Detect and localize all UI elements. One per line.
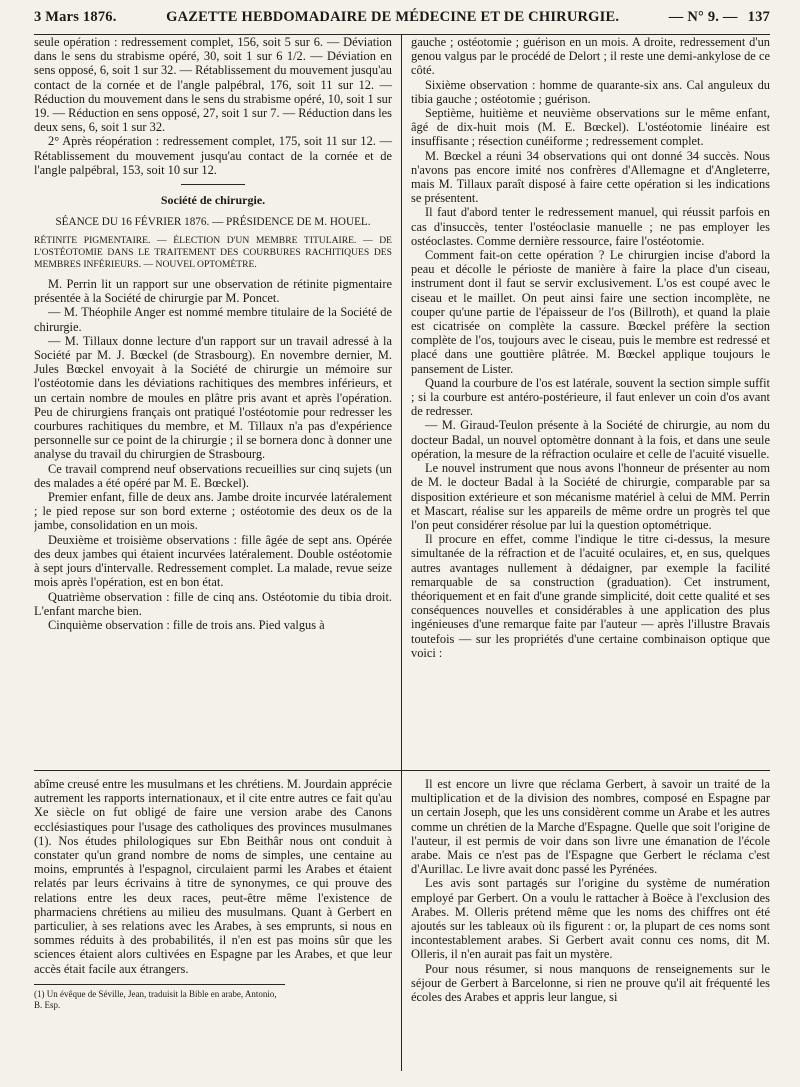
upper-article-section xyxy=(34,35,770,771)
paragraph: Il est encore un livre que réclama Gerbert, à savoir un traité de la multiplication et de la division des nombres, composé en Espagne par un certain Joseph, que les uns considèrent comme un Arabe et les autres comme un chrétien de la Marche d'Espagne. Quelle que soit l'origine de l'auteur, il est permis de voir dans son livre une émanation de l'école arabe. Mais ce n'est pas de l'Espagne que Gerbert le réclama c'est d'Aurillac. Le livre avait donc passé les Pyrénées. xyxy=(411,777,770,877)
footnote: (1) Un évêque de Séville, Jean, traduisit la Bible en arabe, Antonio, B. Esp. xyxy=(34,984,285,1011)
paragraph: Il procure en effet, comme l'indique le titre ci-dessus, la mesure simultanée de la réfraction et de l'acuité oculaires, et, en sus, quelques autres avantages nullement à dédaigner, par exemple la facilité remarquable de sa construction (graduation). Cet instrument, théoriquement et en fait d'une grande simplicité, doit cette qualité et ses conséquences nouvelles et considérables à une application des plus ingénieuses d'une remarque faite par l'auteur — après l'illustre Bravais toutefois — sur les propriétés d'une certaine combinaison optique que voici : xyxy=(411,532,770,660)
session-heading: SÉANCE DU 16 FÉVRIER 1876. — PRÉSIDENCE DE M. HOUEL. xyxy=(55,216,371,229)
journal-title: GAZETTE HEBDOMADAIRE DE MÉDECINE ET DE CHIRURGIE. xyxy=(166,8,620,25)
column-2 xyxy=(402,35,770,770)
column-4 xyxy=(402,771,770,1071)
paragraph: Pour nous résumer, si nous manquons de renseignements sur le séjour de Gerbert à Barcelonne, si rien ne prouve qu'il ait fréquenté les écoles des Arabes et appris leur langue, si xyxy=(411,961,770,1005)
column-1 xyxy=(34,35,402,770)
paragraph: Deuxième et troisième observations : fille âgée de sept ans. Opérée des deux jambes qui étaient incurvées latéralement. Double ostéotomie à sept jours d'intervalle. Redressement complet. La malade, revue seize mois après l'opération, est en bon état. xyxy=(34,532,392,590)
paragraph: M. Bœckel a réuni 34 observations qui ont donné 34 succès. Nous n'avons pas encore imité nos confrères d'Allemagne et d'Angleterre, mais M. Tillaux paraît disposé à faire cette opération si les indications se présentent. xyxy=(411,148,770,206)
paragraph: Septième, huitième et neuvième observations sur le même enfant, âgé de dix-huit mois (M. E. Bœckel). L'ostéotomie linéaire est insuffisante ; résection cunéiforme ; redressement complet. xyxy=(411,106,770,149)
paragraph: Premier enfant, fille de deux ans. Jambe droite incurvée latéralement ; le pied repose sur son bord externe ; ostéotomie des deux os de la jambe, consolidation en un mois. xyxy=(34,490,392,533)
page-number: 137 xyxy=(747,8,770,25)
separator-rule xyxy=(181,184,245,185)
paragraph: gauche ; ostéotomie ; guérison en un mois. A droite, redressement d'un genou valgus par le procédé de Delort ; il reste une demi-ankylose de ce côté. xyxy=(411,35,770,78)
page-header xyxy=(34,0,770,35)
paragraph: Quatrième observation : fille de cinq ans. Ostéotomie du tibia droit. L'enfant marche bien. xyxy=(34,589,392,618)
column-3 xyxy=(34,771,402,1071)
paragraph: Les avis sont partagés sur l'origine du système de numération employé par Gerbert. On a voulu le rattacher à Boëce à l'exclusion des Arabes. M. Olleris prétend même que les noms des chiffres ont été ajoutés sur les tableaux où ils figurent : or, la plupart de ces noms sont incontestablement arabes. Si Gerbert avait connu ces noms, dit M. Olleris, il n'en aurait pas fait un mystère. xyxy=(411,876,770,962)
issue-date: 3 Mars 1876. xyxy=(34,8,117,25)
paragraph: Comment fait-on cette opération ? Le chirurgien incise d'abord la peau et décolle le périoste de manière à faire la place d'un ciseau, instrument dont il faut se servir exclusivement. L'os est coupé avec le ciseau et le maillet. On peut ainsi faire une section incomplète, ne couper qu'une partie de l'épaisseur de l'os (Billroth), et quand la plaie est cicatrisée on complète la cassure. Bœckel préfère la section complète de l'os, toujours avec le ciseau, puis le membre est redressé et placé dans une gouttière plâtrée. M. Bœckel applique toujours le pansement de Lister. xyxy=(411,248,770,376)
issue-and-page xyxy=(669,9,770,26)
paragraph: — M. Théophile Anger est nommé membre titulaire de la Société de chirurgie. xyxy=(34,305,392,334)
issue-number: — N° 9. — xyxy=(668,8,738,25)
paragraph: Cinquième observation : fille de trois ans. Pied valgus à xyxy=(48,617,325,632)
paragraph: Il faut d'abord tenter le redressement manuel, qui réussit parfois en cas d'insuccès, tenter l'ostéoclasie manuelle ; ne pas employer les ostéoclastes. Comme dernière ressource, faire l'ostéotomie. xyxy=(411,205,770,248)
section-title: Société de chirurgie. xyxy=(160,193,266,208)
paragraph: — M. Giraud-Teulon présente à la Société de chirurgie, au nom du docteur Badal, un nouvel optomètre donnant à la fois, et dans une seule opération, la mesure de la réfraction oculaire et celle de l'acuité visuelle. xyxy=(411,418,770,461)
session-summary: RÉTINITE PIGMENTAIRE. — ÉLECTION D'UN MEMBRE TITULAIRE. — DE L'OSTÉOTOMIE DANS LE TRAITEMENT DES COURBURES RACHITIQUES DES MEMBRES INFÉRIEURS. — NOUVEL OPTOMÈTRE. xyxy=(34,235,392,271)
paragraph: Quand la courbure de l'os est latérale, souvent la section simple suffit ; si la courbure est antéro-postérieure, il faut enlever un coin d'os avant de redresser. xyxy=(411,375,770,419)
paragraph: M. Perrin lit un rapport sur une observation de rétinite pigmentaire présentée à la Société de chirurgie par M. Poncet. xyxy=(34,277,392,306)
paragraph: seule opération : redressement complet, 156, soit 5 sur 6. — Déviation dans le sens du strabisme opéré, 30, soit 1 sur 6 1/2. — Déviation en sens opposé, 6, soit 1 sur 32. — Rétablissement du mouvement jusqu'au contact de la cornée et de l'angle palpébral, 176, soit 11 sur 12. — Réduction du mouvement dans le sens du strabisme opéré, 10, soit 1 sur 19. — Réduction en sens opposé, 27, soit 1 sur 7. — Réduction dans les deux sens, 6, soit 1 sur 32. xyxy=(34,35,392,135)
paragraph: Le nouvel instrument que nous avons l'honneur de présenter au nom de M. le docteur Badal à la Société de chirurgie, comparable par sa disposition extérieure et son mécanisme matériel à celui de MM. Perrin et Mascart, réalise sur les appareils de même ordre un progrès tel que l'on peut considérer résolue par lui la question optométrique. xyxy=(411,461,770,532)
paragraph: Ce travail comprend neuf observations recueillies sur cinq sujets (un des malades a été opéré par M. E. Bœckel). xyxy=(34,461,392,490)
paragraph: abîme creusé entre les musulmans et les chrétiens. M. Jourdain apprécie autrement les rapports internationaux, et il cite entre autres ce fait qu'au Xe siècle on fut obligé de faire une version arabe des Canons ecclésiastiques pour l'usage des catholiques des provinces musulmanes (1). Nos études philologiques sur Ebn Beithâr nous ont conduit à constater qu'un grand nombre de noms de simples, une centaine au moins, empruntés à l'espagnol, circulaient parmi les Arabes et étaient relatés par leurs écrivains à titre de synonymes, ce qui prouve des relations entre les deux races, peut-être même l'existence de pharmaciens chrétiens au milieu des musulmans. Quant à Gerbert en particulier, à ses relations avec les Arabes, à ses emprunts, si nous en sommes réduits à des probabilités, il n'en est pas moins sûr que les sciences étaient alors cultivées en Espagne par les Arabes, et que leur accès était facile aux étrangers. xyxy=(34,777,392,976)
paragraph: — M. Tillaux donne lecture d'un rapport sur un travail adressé à la Société par M. J. Bœckel (de Strasbourg). En novembre dernier, M. Jules Bœckel envoyait à la Société de chirurgie un mémoire sur l'ostéotomie dans les déviations rachitiques des membres inférieurs, et un certain nombre de moules en plâtre pris avant et après l'opération. Peu de chirurgiens français ont pratiqué l'ostéotomie pour redresser les courbures rachitiques du membre, et M. Tillaux n'a pas d'expérience personnelle sur ce point de la chirurgie ; il se bornera donc à donner une analyse du travail du chirurgien de Strasbourg. xyxy=(34,333,392,462)
paragraph: 2° Après réopération : redressement complet, 175, soit 11 sur 12. — Rétablissement du mouvement jusqu'au contact de la cornée et de l'angle palpébral, 153, soit 10 sur 12. xyxy=(34,134,392,177)
paragraph: Sixième observation : homme de quarante-six ans. Cal anguleux du tibia gauche ; ostéotomie ; guérison. xyxy=(411,77,770,106)
feuilleton-section xyxy=(34,771,770,1071)
